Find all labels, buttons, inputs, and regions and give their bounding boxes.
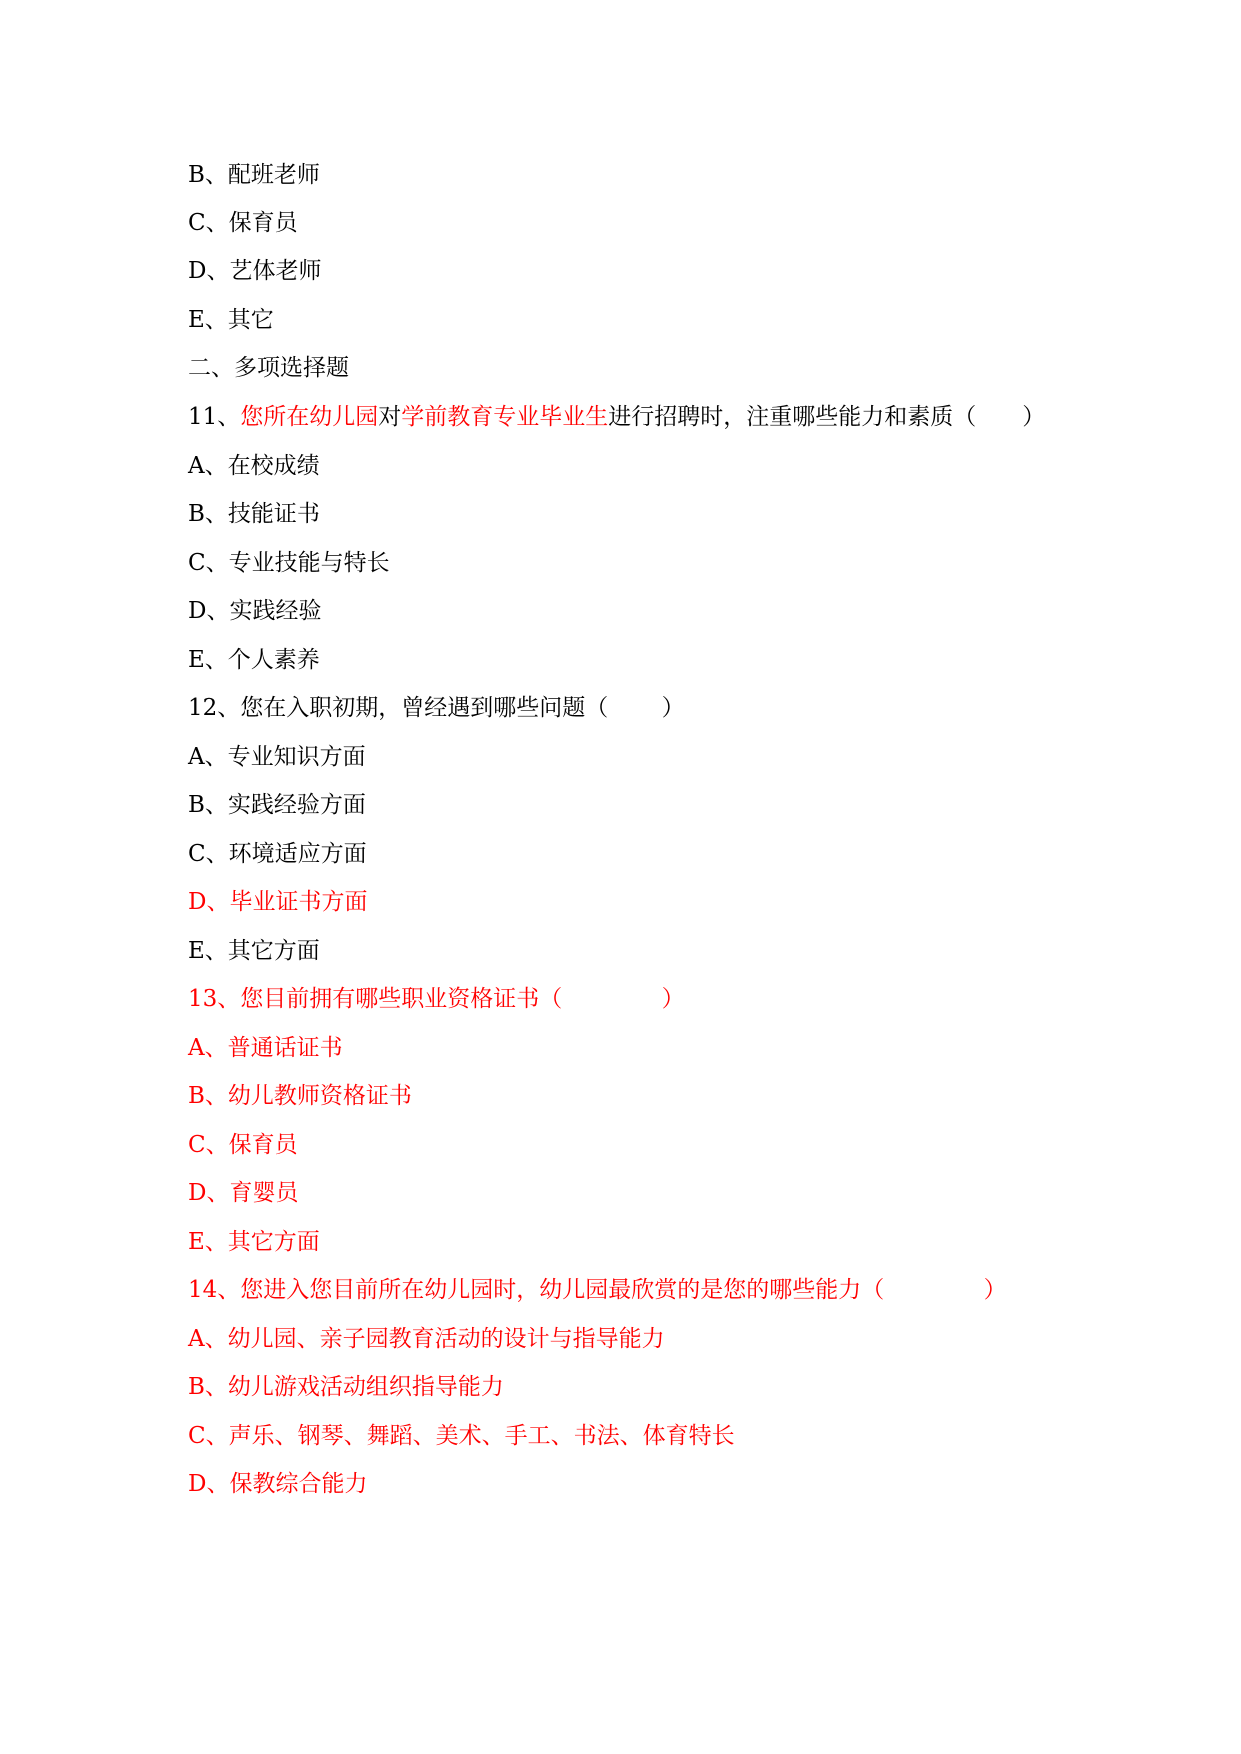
q13-question: 13、您目前拥有哪些职业资格证书（ ）	[188, 986, 685, 1012]
q12-option-d: D、毕业证书方面	[188, 889, 368, 915]
q12-option-a: A、专业知识方面	[188, 744, 366, 770]
q12-option-e: E、其它方面	[188, 938, 320, 964]
q13-option-a: A、普通话证书	[188, 1035, 343, 1061]
q11-rest: 进行招聘时，注重哪些能力和素质（ ）	[608, 404, 1046, 430]
q10-option-d: D、艺体老师	[188, 258, 322, 284]
q14-option-a: A、幼儿园、亲子园教育活动的设计与指导能力	[188, 1326, 665, 1352]
q14-option-d: D、保教综合能力	[188, 1471, 368, 1497]
q11-connector: 对	[378, 404, 402, 430]
q10-option-c: C、保育员	[188, 210, 298, 236]
q11-option-b: B、技能证书	[188, 501, 320, 527]
q11-option-e: E、个人素养	[188, 647, 320, 673]
q11-subject: 您所在幼儿园	[240, 404, 379, 430]
q13-option-e: E、其它方面	[188, 1229, 320, 1255]
q14-option-c: C、声乐、钢琴、舞蹈、美术、手工、书法、体育特长	[188, 1423, 735, 1449]
q11-number: 11、	[188, 404, 241, 430]
q14-option-b: B、幼儿游戏活动组织指导能力	[188, 1374, 504, 1400]
q11-option-d: D、实践经验	[188, 598, 322, 624]
q13-option-d: D、育婴员	[188, 1180, 299, 1206]
q10-option-b: B、配班老师	[188, 162, 320, 188]
q11-question	[188, 402, 1045, 432]
q12-option-c: C、环境适应方面	[188, 841, 367, 867]
q11-option-a: A、在校成绩	[188, 453, 320, 479]
q14-question: 14、您进入您目前所在幼儿园时，幼儿园最欣赏的是您的哪些能力（ ）	[188, 1277, 1007, 1303]
q11-option-c: C、专业技能与特长	[188, 550, 390, 576]
q12-option-b: B、实践经验方面	[188, 792, 366, 818]
q13-option-b: B、幼儿教师资格证书	[188, 1083, 412, 1109]
q10-option-e: E、其它	[188, 307, 274, 333]
section-title: 二、多项选择题	[188, 355, 349, 381]
q11-target: 学前教育专业毕业生	[401, 404, 609, 430]
q12-question: 12、您在入职初期，曾经遇到哪些问题（ ）	[188, 695, 685, 721]
q13-option-c: C、保育员	[188, 1132, 298, 1158]
